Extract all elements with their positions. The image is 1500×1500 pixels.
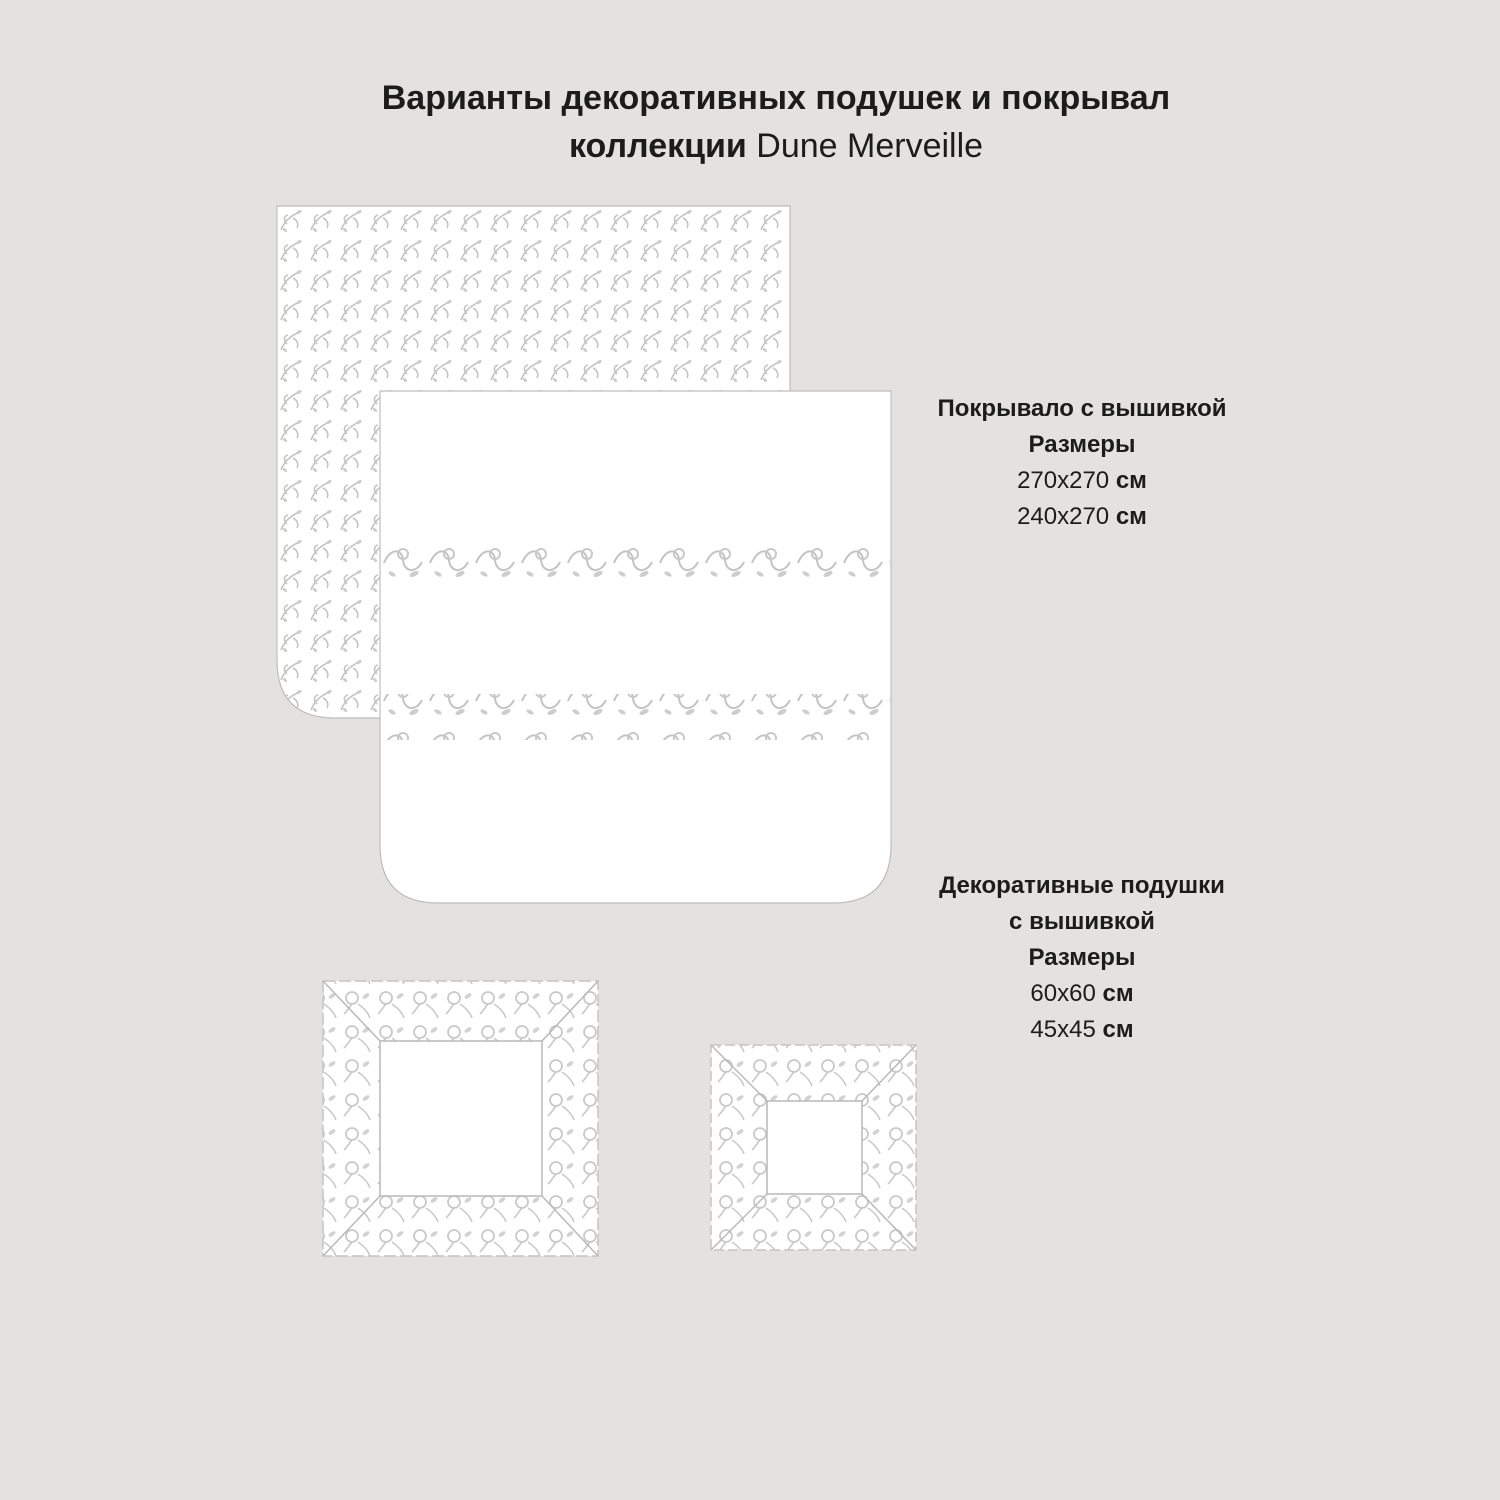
pillows-name-line2: с вышивкой [1009,908,1155,935]
bedspread-size-1-unit: см [1115,467,1147,494]
collection-name: Dune Merveille [756,127,984,165]
embroidery-band-lower [381,694,890,740]
page-title-line1: Варианты декоративных подушек и покрывал [381,79,1171,117]
pillow-small [711,1045,916,1250]
bedspread-spec [902,391,1262,535]
pillows-size-1-value: 60x60 [1030,980,1096,1007]
bedspread-embroidered-variant [380,391,891,903]
bedspread-size-1-value: 270x270 [1017,467,1110,494]
pillows-size-2-value: 45x45 [1030,1016,1096,1043]
bedspread-size-1 [902,463,1262,499]
pillows-size-2-unit: см [1102,1016,1134,1043]
pillows-size-2 [902,1012,1262,1048]
page-title-collection-word: коллекции [568,127,747,165]
pillows-sizes-label: Размеры [1028,944,1136,971]
bedspread-sizes-label: Размеры [1028,431,1136,458]
pillows-size-1 [902,976,1262,1012]
pillows-spec [902,868,1262,1048]
pillows-size-1-unit: см [1102,980,1134,1007]
bedspread-size-2-unit: см [1115,503,1147,530]
bedspread-size-2-value: 240x270 [1017,503,1110,530]
embroidery-band-upper [381,541,890,587]
bedspread-size-2 [902,499,1262,535]
pillow-large [323,981,598,1256]
bedspread-name: Покрывало с вышивкой [937,395,1227,422]
pillows-name-line1: Декоративные подушки [939,872,1225,899]
